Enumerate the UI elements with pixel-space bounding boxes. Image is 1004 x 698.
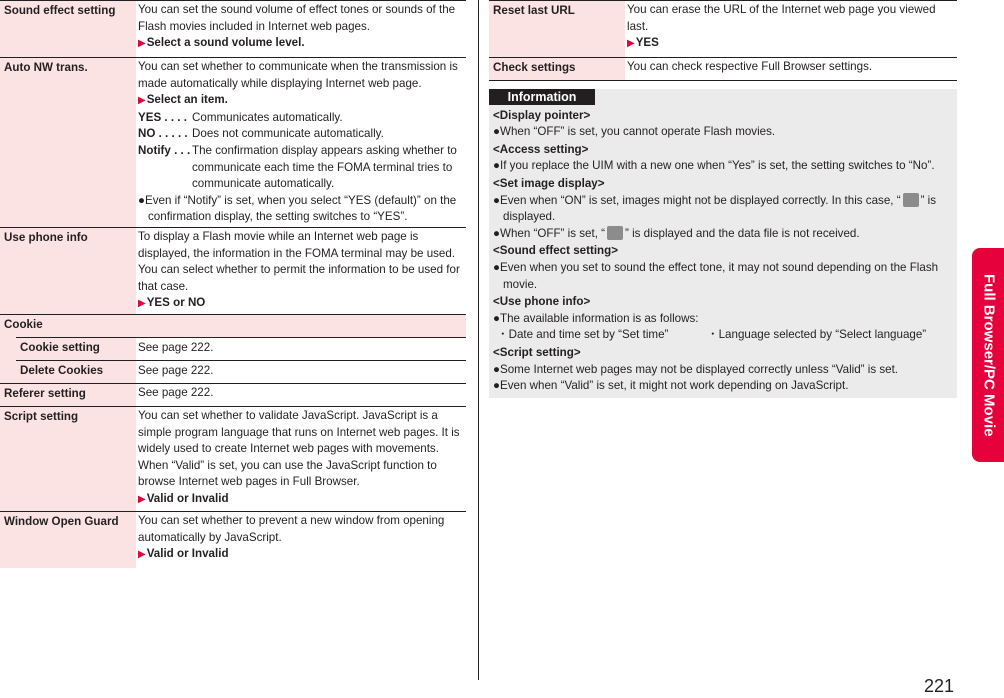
row-label: Reset last URL xyxy=(489,1,625,57)
row-reset-last-url xyxy=(489,0,957,57)
section-heading: <Set image display> xyxy=(493,176,605,190)
image-off-icon xyxy=(607,226,623,240)
row-cookie-setting xyxy=(16,337,466,360)
information-tag: Information xyxy=(489,89,595,105)
row-label: Sound effect setting xyxy=(0,1,136,57)
info-section-sound-effect: <Sound effect setting> ●Even when you set to sound the effect tone, it may not sound depending on the Flash movie. xyxy=(493,243,951,293)
row-description: See page 222. xyxy=(138,386,214,399)
row-description: You can set whether to prevent a new window from opening automatically by JavaScript. ▶Valid or Invalid xyxy=(138,514,445,561)
arrow-right-icon: ▶ xyxy=(138,38,146,50)
column-divider xyxy=(478,0,479,680)
option-no: NO . . . . . Does not communicate automatically. xyxy=(138,127,384,141)
information-box xyxy=(489,89,957,398)
row-description: You can set the sound volume of effect tones or sounds of the Flash movies included in Internet web pages. ▶Select a sound volume level. xyxy=(138,3,456,50)
row-label: Window Open Guard xyxy=(0,512,136,568)
note: ●Even if “Notify” is set, when you select “YES (default)” on the confirmation display, the setting switches to “YES”. xyxy=(138,193,457,224)
info-section-set-image-display: <Set image display> ●Even when “ON” is set, images might not be displayed correctly. In this case, “ ” is displayed. ●When “OFF” is set, “ ” is displayed and the data file is not received. xyxy=(493,176,951,242)
settings-table-left xyxy=(0,0,466,568)
arrow-right-icon: ▶ xyxy=(138,493,146,505)
row-description: You can set whether to validate JavaScript. JavaScript is a simple program language that runs on Internet web pages. It is widely used to create Internet web pages with movements. When “Valid” is set, you can use the JavaScript function to browse Internet web pages in Full Browser. ▶Valid or Invalid xyxy=(138,409,460,505)
section-heading: <Access setting> xyxy=(493,142,589,156)
row-description: See page 222. xyxy=(136,338,466,360)
row-label: Referer setting xyxy=(0,384,136,406)
arrow-right-icon: ▶ xyxy=(138,298,146,310)
section-heading: <Sound effect setting> xyxy=(493,244,618,258)
info-section-use-phone-info: <Use phone info> ●The available information is as follows: ・Date and time set by “Set time” ・Language selected by “Select language” xyxy=(493,294,951,344)
row-label: Script setting xyxy=(0,407,136,511)
phone-info-list: ・Date and time set by “Set time” ・Language selected by “Select language” xyxy=(497,328,927,342)
section-heading: <Display pointer> xyxy=(493,108,591,122)
row-referer-setting xyxy=(0,383,466,406)
row-script-setting xyxy=(0,406,466,511)
info-section-script-setting: <Script setting> ●Some Internet web pages may not be displayed correctly unless “Valid” is set. ●Even when “Valid” is set, it might not work depending on JavaScript. xyxy=(493,345,951,395)
row-window-open-guard xyxy=(0,511,466,568)
broken-image-icon xyxy=(903,193,919,207)
arrow-right-icon: ▶ xyxy=(138,549,146,561)
cookie-group xyxy=(0,314,466,383)
row-label: Check settings xyxy=(489,58,625,80)
row-description: You can erase the URL of the Internet web page you viewed last. ▶YES xyxy=(627,3,936,50)
row-label: Delete Cookies xyxy=(16,361,136,383)
settings-table-right xyxy=(489,0,957,81)
row-delete-cookies xyxy=(16,360,466,383)
row-label: Cookie setting xyxy=(16,338,136,360)
section-heading: <Use phone info> xyxy=(493,295,591,309)
arrow-right-icon: ▶ xyxy=(627,38,635,50)
page-number: 221 xyxy=(924,676,955,696)
row-description: To display a Flash movie while an Internet web page is displayed, the information in the FOMA terminal may be used. You can select whether to permit the information to be used for that case. ▶YES or NO xyxy=(138,230,460,310)
row-sound-effect-setting xyxy=(0,0,466,57)
option-notify: Notify . . . The confirmation display appears asking whether to communicate each time the FOMA terminal tries to communicate automatically. xyxy=(138,143,457,191)
row-description: See page 222. xyxy=(136,361,466,383)
info-section-access-setting: <Access setting> ●If you replace the UIM with a new one when “Yes” is set, the setting switches to “No”. xyxy=(493,142,951,175)
section-heading: <Script setting> xyxy=(493,345,581,359)
row-auto-nw-trans xyxy=(0,57,466,227)
chapter-side-tab-label: Full Browser/PC Movie xyxy=(980,273,998,437)
info-section-display-pointer: <Display pointer> ●When “OFF” is set, you cannot operate Flash movies. xyxy=(493,108,951,141)
option-yes: YES . . . . Communicates automatically. xyxy=(138,110,343,124)
row-label: Use phone info xyxy=(0,228,136,314)
row-label: Cookie xyxy=(0,315,466,337)
row-label: Auto NW trans. xyxy=(0,58,136,227)
row-check-settings xyxy=(489,57,957,81)
row-description: You can set whether to communicate when the transmission is made automatically while displaying Internet web page. ▶Select an item. YES . . . . Communicates automatically. NO . . . . . Does not communicate automatically. Notify . . . The confirmation display appears asking whether to communicate each time the FOMA terminal tries to communicate automatically. ●Even if “Notify” is set, when you select “YES (default)” on the confirmation display, the setting switches to “YES”. xyxy=(136,58,466,227)
arrow-right-icon: ▶ xyxy=(138,95,146,107)
row-cookie xyxy=(0,314,466,337)
row-description: You can check respective Full Browser settings. xyxy=(627,60,873,73)
row-use-phone-info xyxy=(0,227,466,314)
